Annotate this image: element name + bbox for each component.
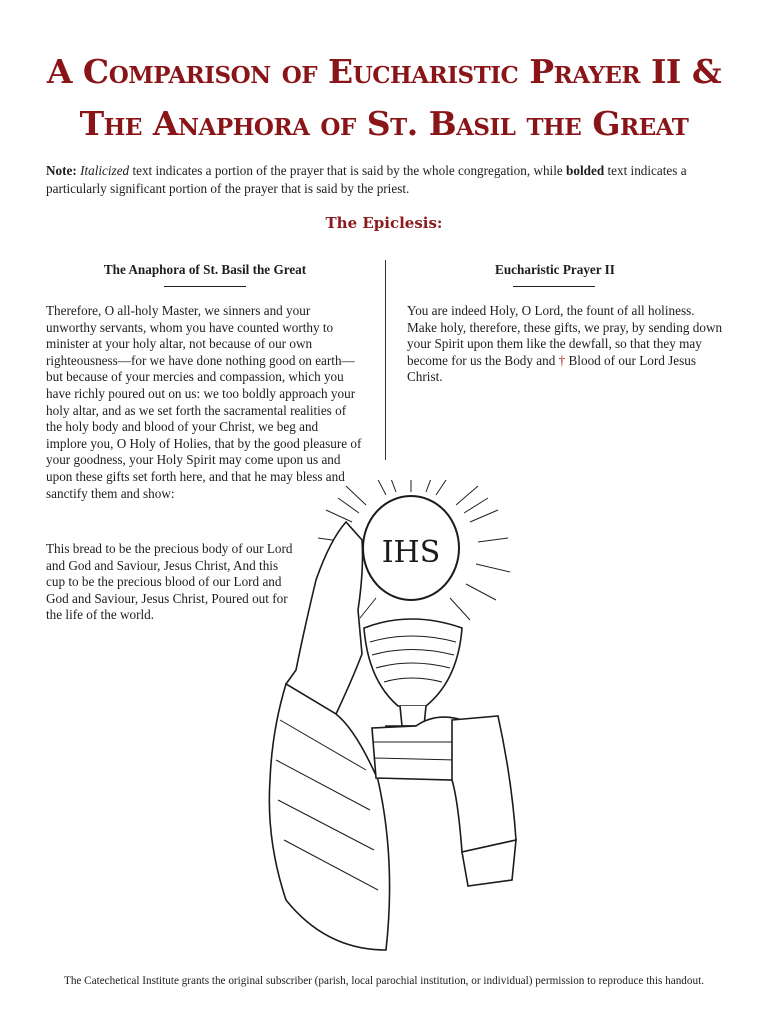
ep2-text-after-cross: Blood of our Lord Jesus Christ. xyxy=(407,352,696,385)
note-italic-word: Italicized xyxy=(80,163,130,178)
note-label: Note: xyxy=(46,163,77,178)
page-title-line-2: The Anaphora of St. Basil the Great xyxy=(79,104,689,143)
note-bold-word: bolded xyxy=(566,163,605,178)
section-heading: The Epiclesis: xyxy=(325,214,443,232)
left-hand-sleeve xyxy=(269,522,389,950)
column-divider xyxy=(385,260,386,460)
page-title-line-1: A Comparison of Eucharistic Prayer II & xyxy=(46,52,722,91)
note-text-b: text indicates a particularly significant portion of the prayer that is said by the priest. xyxy=(46,163,687,196)
note-text-a: text indicates a portion of the prayer that is said by the whole congregation, while xyxy=(129,163,567,178)
host-inscription: IHS xyxy=(381,535,441,570)
basil-paragraph-1: Therefore, O all-holy Master, we sinners and your unworthy servants, whom you have counted worthy to minister at your holy altar, not because of our own righteousness—for we have done nothing good on earth—but because of your mercies and compassion, which you have richly poured out on us: we too boldly approach your holy altar, and as we set forth the sacramental realities of the holy body and blood of your Christ, we beg and implore you, O Holy of Holies, that by the good pleasure of your goodness, your Holy Spirit may come upon us and upon these gifts set forth here, and that he may bless and sanctify them and show: xyxy=(46,303,362,501)
right-heading-rule xyxy=(513,286,595,287)
left-column-heading: The Anaphora of St. Basil the Great xyxy=(103,262,307,277)
note-paragraph xyxy=(46,162,722,198)
left-heading-rule xyxy=(164,286,246,287)
right-hand-sleeve xyxy=(372,716,516,886)
footer-permission-notice: The Catechetical Institute grants the original subscriber (parish, local parochial institution, or individual) permission to reproduce this handout. xyxy=(63,975,704,987)
basil-paragraph-2: This bread to be the precious body of our Lord and God and Saviour, Jesus Christ, And this cup to be the precious blood of our Lord and God and Saviour, Jesus Christ, Poured out for the life of the world. xyxy=(46,541,293,623)
ep2-text-before-cross: You are indeed Holy, O Lord, the fount of all holiness. Make holy, therefore, these gifts, we pray, by sending down your Spirit upon them like the dewfall, so that they may become for us the Body and xyxy=(407,303,723,368)
cross-icon: † xyxy=(558,352,566,368)
right-column-heading: Eucharistic Prayer II xyxy=(495,262,615,277)
ep2-paragraph xyxy=(407,303,727,386)
chalice-host-illustration xyxy=(266,480,556,960)
